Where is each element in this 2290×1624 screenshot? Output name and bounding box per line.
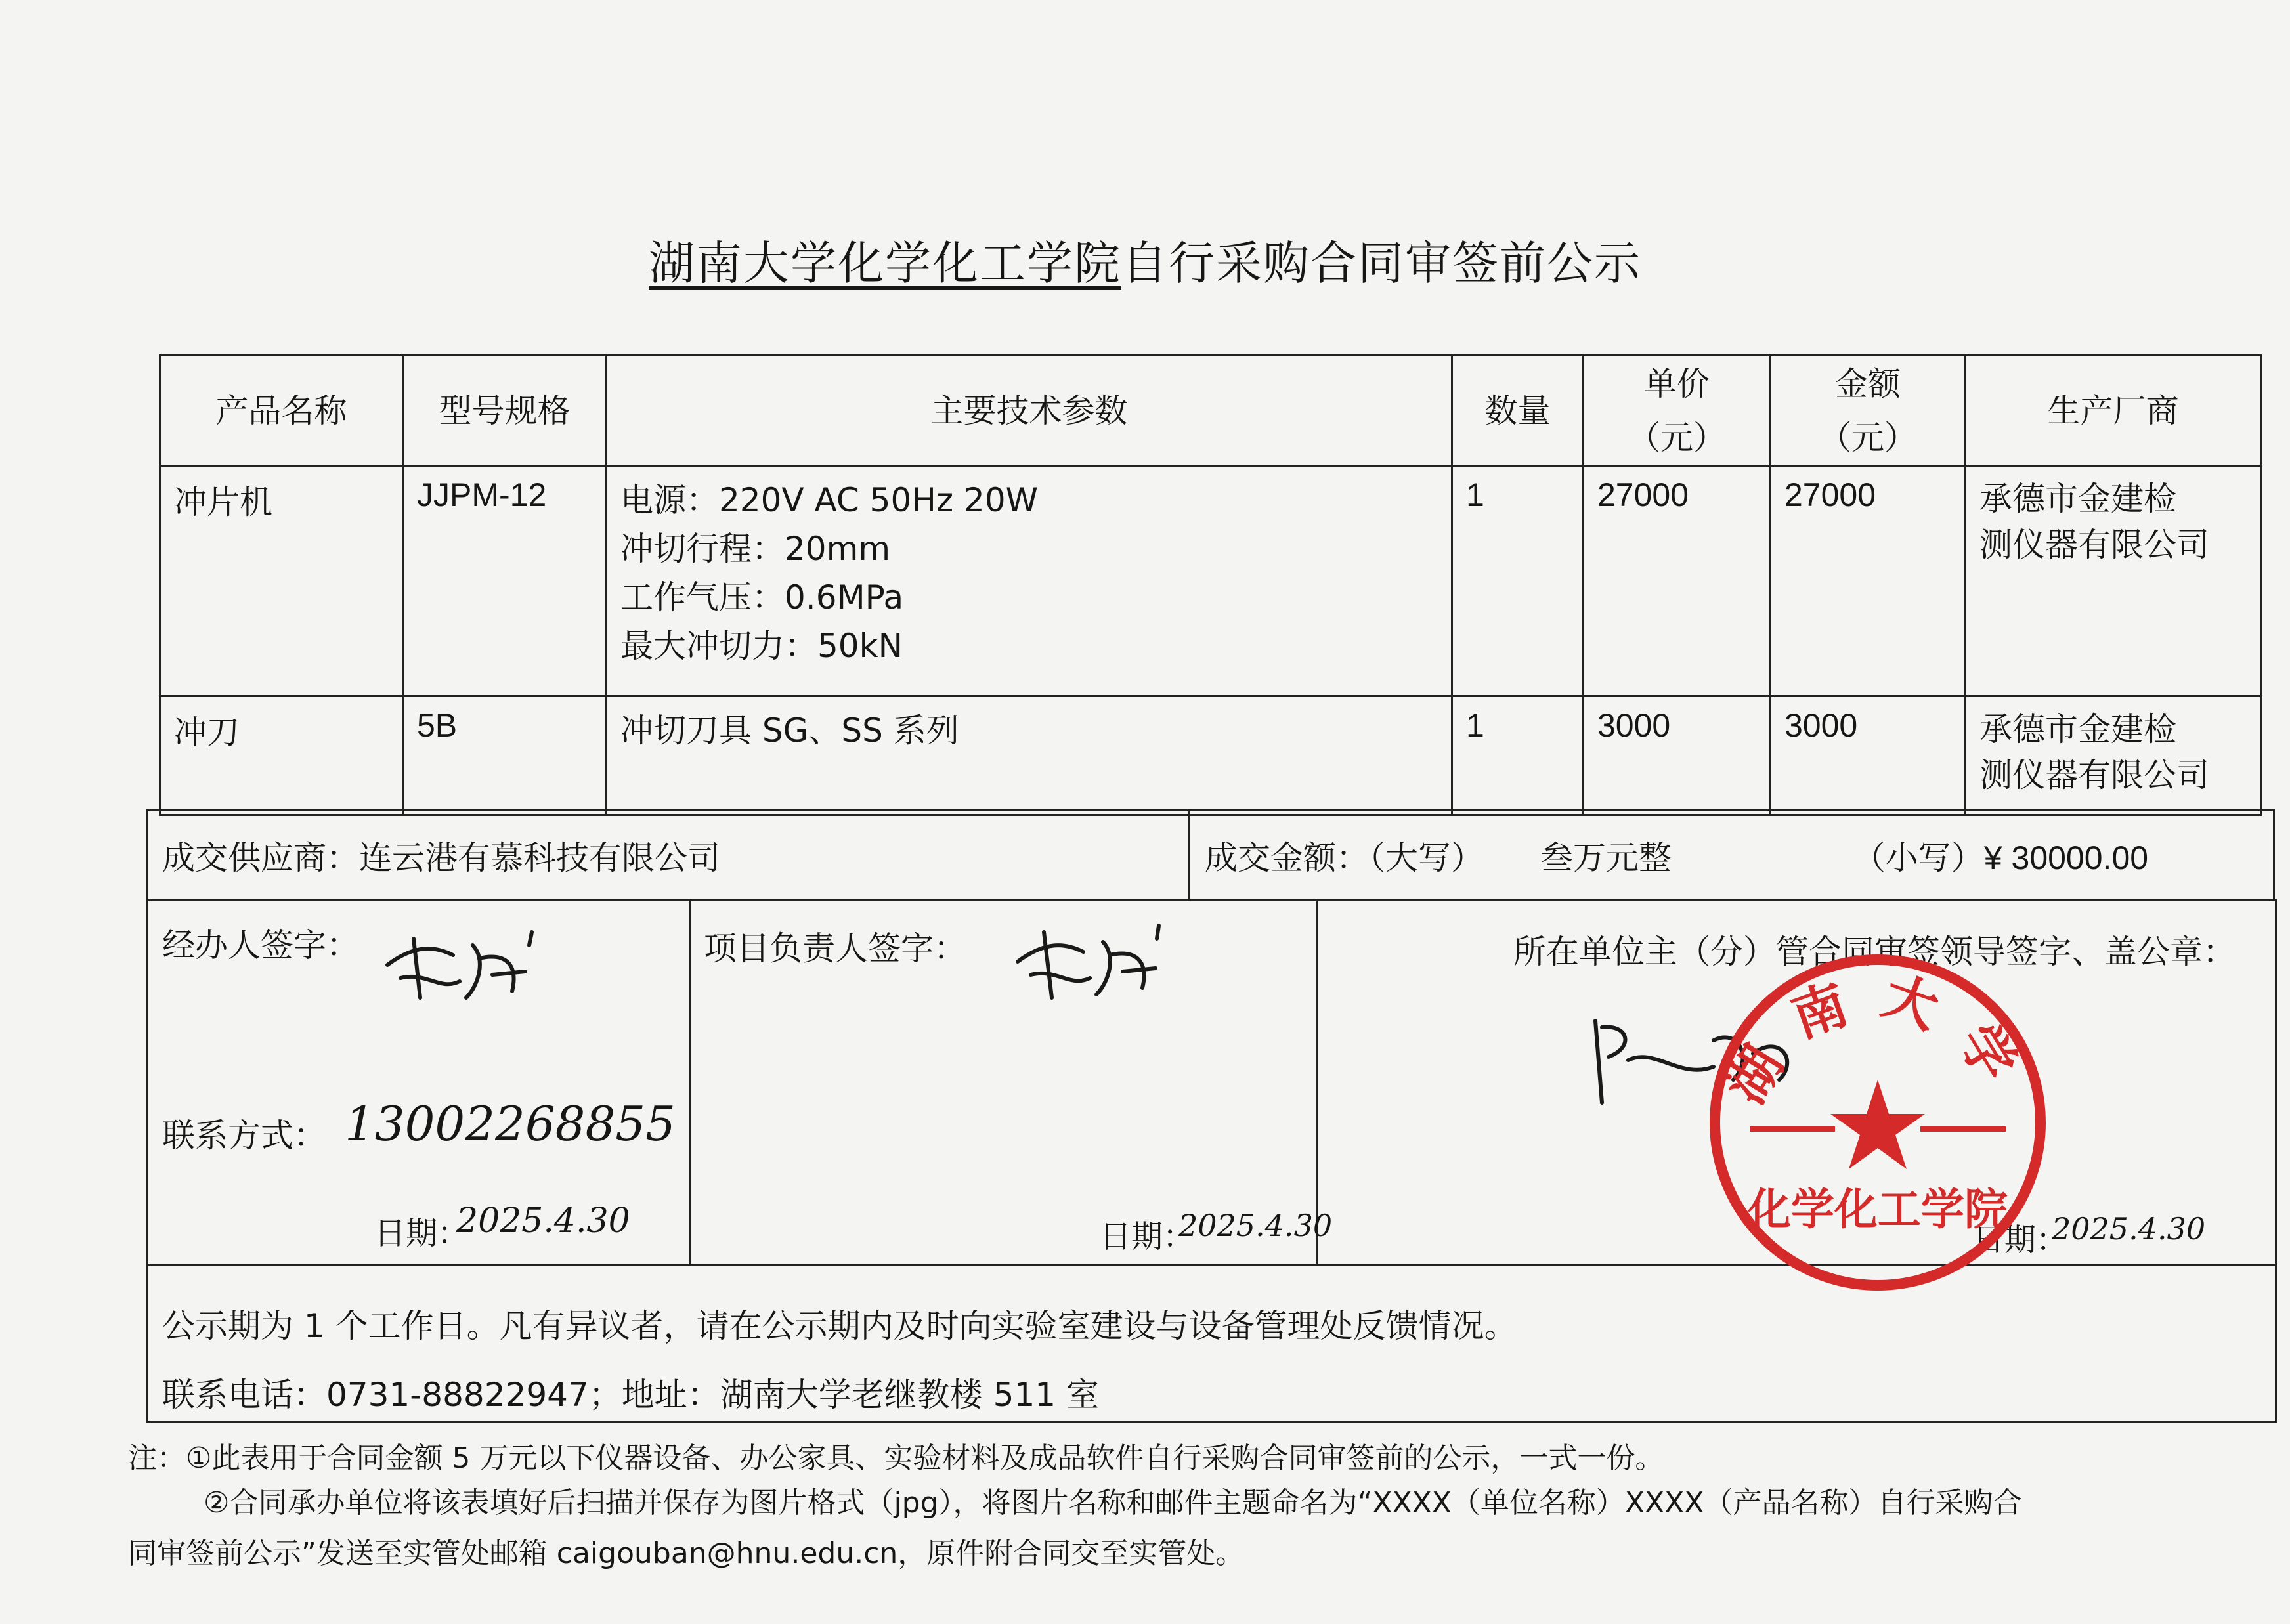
cell-params [607,696,1452,815]
notice-contact-line: 联系电话：0731-88822947；地址：湖南大学老继教楼 511 室 [162,1376,1100,1414]
header-amount-l1: 金额 [1835,364,1901,403]
amount-number: ¥ 30000.00 [1983,839,2149,876]
param-line: 电源：220V AC 50Hz 20W [620,481,1039,519]
maker-l1: 承德市金建检 [1979,480,2176,518]
header-maker: 生产厂商 [1966,356,2261,466]
maker-l2: 测仪器有限公司 [1979,756,2209,794]
maker-l2: 测仪器有限公司 [1979,526,2209,564]
handler-date-label: 日期： [374,1215,469,1252]
cell-unit-price: 27000 [1584,466,1771,696]
header-unit-price-l2: （元） [1628,418,1726,457]
header-unit-price [1584,356,1771,466]
contact-value: 13002268855 [345,1096,676,1151]
leader-date: 2025.4.30 [1178,1208,1333,1243]
cell-amount: 3000 [1771,696,1966,815]
product-table [159,354,2262,816]
leader-signature-label: 项目负责人签字： [704,930,966,968]
seal-bottom-text: 化学化工学院 [1748,1184,2008,1235]
supplier-cell [147,810,1190,901]
header-unit-price-l1: 单价 [1644,364,1710,403]
cell-maker [1966,696,2261,815]
header-qty: 数量 [1452,356,1584,466]
handler-date: 2025.4.30 [456,1201,630,1241]
notice-section [146,1264,2277,1423]
title-rest: 自行采购合同审签前公示 [1121,236,1641,290]
header-amount [1771,356,1966,466]
header-model: 型号规格 [403,356,607,466]
maker-l1: 承德市金建检 [1979,710,2176,748]
unit-date-label: 日期： [1973,1222,2068,1258]
supplier-label: 成交供应商： [162,838,359,877]
table-row [160,466,2261,696]
header-params: 主要技术参数 [607,356,1452,466]
supplier-value: 连云港有慕科技有限公司 [359,838,720,877]
leader-signature [1005,916,1175,1014]
leader-signature-box [689,899,1333,1264]
title-underlined: 湖南大学化学化工学院 [649,236,1121,290]
cell-params [607,466,1452,696]
note-1: 注：①此表用于合同金额 5 万元以下仪器设备、办公家具、实验材料及成品软件自行采购合同审签前的公示，一式一份。 [128,1442,1664,1475]
param-line: 工作气压：0.6MPa [620,578,904,616]
param-line: 冲切行程：20mm [620,530,891,568]
cell-model: 5B [403,696,607,815]
contact-label: 联系方式： [162,1117,326,1155]
handler-signature-label: 经办人签字： [162,926,359,964]
note-2: ②合同承办单位将该表填好后扫描并保存为图片格式（jpg），将图片名称和邮件主题命名为“XXXX（单位名称）XXXX（产品名称）自行采购合 [204,1486,2022,1520]
amount-small-label: （小写） [1852,838,1984,877]
cell-qty: 1 [1452,696,1584,815]
cell-qty: 1 [1452,466,1584,696]
amount-words: 叁万元整 [1540,838,1672,877]
header-amount-l2: （元） [1819,418,1917,457]
cell-model: JJPM-12 [403,466,607,696]
table-row [160,696,2261,815]
cell-unit-price: 3000 [1584,696,1771,815]
header-product: 产品名称 [160,356,403,466]
handler-signature [374,919,545,1017]
param-line: 冲切刀具 SG、SS 系列 [620,712,959,750]
seal-star-icon [1830,1080,1925,1169]
leader-date-label: 日期： [1100,1218,1195,1255]
handler-signature-box [148,899,691,1264]
table-header-row [160,356,2261,466]
param-line: 最大冲切力：50kN [620,627,903,665]
notice-line1: 公示期为 1 个工作日。凡有异议者，请在公示期内及时向实验室建设与设备管理处反馈情况。 [162,1307,1517,1345]
cell-product: 冲片机 [160,466,403,696]
official-seal [1704,949,2052,1296]
amount-words-label: 成交金额：（大写） [1205,838,1484,877]
deal-info-row [146,809,2275,901]
unit-date: 2025.4.30 [2052,1211,2206,1247]
seal-top-text: 湖南大学 [1714,964,2041,1115]
cell-product: 冲刀 [160,696,403,815]
cell-amount: 27000 [1771,466,1966,696]
unit-signature-label: 所在单位主（分）管合同审签领导签字、盖公章： [1513,933,2236,971]
note-3: 同审签前公示”发送至实管处邮箱 caigouban@hnu.edu.cn，原件附合同交至实管处。 [128,1537,1245,1570]
cell-maker [1966,466,2261,696]
document-title [0,226,2290,293]
deal-amount-cell [1190,810,2274,901]
